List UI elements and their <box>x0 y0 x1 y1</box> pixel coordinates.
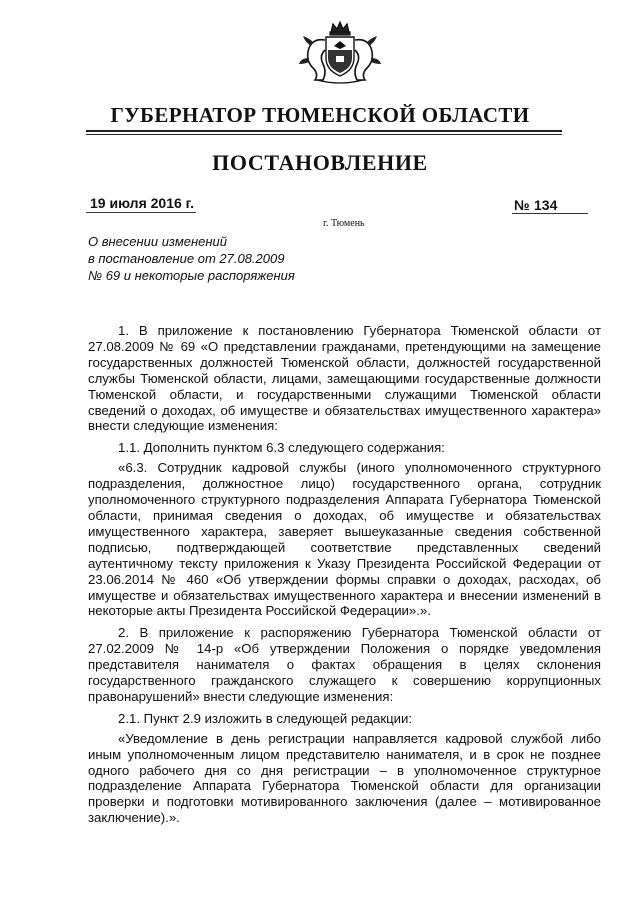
date-underline <box>86 212 196 213</box>
number-underline <box>512 213 588 214</box>
document-type: ПОСТАНОВЛЕНИЕ <box>212 150 428 175</box>
document-body <box>88 323 601 832</box>
document-date: 19 июля 2016 г. <box>90 195 194 211</box>
document-number-label: № <box>514 197 530 213</box>
title-rule <box>86 130 562 132</box>
document-subject <box>88 233 348 284</box>
body-paragraph: 2.1. Пункт 2.9 изложить в следующей редакции: <box>118 710 413 726</box>
subject-line: в постановление от 27.08.2009 <box>88 251 285 266</box>
issuer-title: ГУБЕРНАТОР ТЮМЕНСКОЙ ОБЛАСТИ <box>110 103 530 127</box>
subject-line: № 69 и некоторые распоряжения <box>88 268 295 283</box>
tyumen-coat-of-arms-icon <box>295 18 385 86</box>
subject-line: О внесении изменений <box>88 234 227 249</box>
body-paragraph: «6.3. Сотрудник кадровой службы (иного уполномоченного структурного подразделения, должностное лицо) государственного органа, сотрудник уполномоченного структурного подразделения Аппарата Губернатора Тюменской области, принимая сведения о доходах, об имуществе и обязательствах имущественного характера, заверяет вышеуказанные сведения собственной подписью, подтверждающей соответствие представленных сведений аутентичному тексту приложения к Указу Президента Российской Федерации от 23.06.2014 № 460 «Об утверждении формы справки о доходах, расходах, об имуществе и обязательствах имущественного характера и внесении изменений в некоторые акты Президента Российской Федерации».». <box>88 460 601 619</box>
document-city: г. Тюмень <box>323 218 365 229</box>
body-paragraph: 2. В приложение к распоряжению Губернатора Тюменской области от 27.02.2009 № 14-р «Об утверждении Положения о порядке уведомления представителя нанимателя о фактах обращения в целях склонения государственного гражданского служащего к совершению коррупционных правонарушений» внести следующие изменения: <box>88 625 601 704</box>
title-rule-thin <box>86 134 562 135</box>
document-number: 134 <box>534 197 558 213</box>
body-paragraph: «Уведомление в день регистрации направляется кадровой службой либо иным уполномоченным лицом представителю нанимателя, и в срок не позднее одного рабочего дня со дня регистрации – в уполномоченное структурное подразделение Аппарата Губернатора Тюменской области для организации проверки и подготовки мотивированного заключения (далее – мотивированное заключение).». <box>88 730 601 826</box>
body-paragraph: 1.1. Дополнить пунктом 6.3 следующего содержания: <box>118 440 445 456</box>
body-paragraph: 1. В приложение к постановлению Губернатора Тюменской области от 27.08.2009 № 69 «О представлении гражданами, претендующими на замещение государственных должностей Тюменской области, должностей государственной службы Тюменской области, лицами, замещающими государственные должности Тюменской области, и государственными служащими Тюменской области сведений о доходах, об имуществе и обязательствах имущественного характера» внести следующие изменения: <box>88 323 601 434</box>
